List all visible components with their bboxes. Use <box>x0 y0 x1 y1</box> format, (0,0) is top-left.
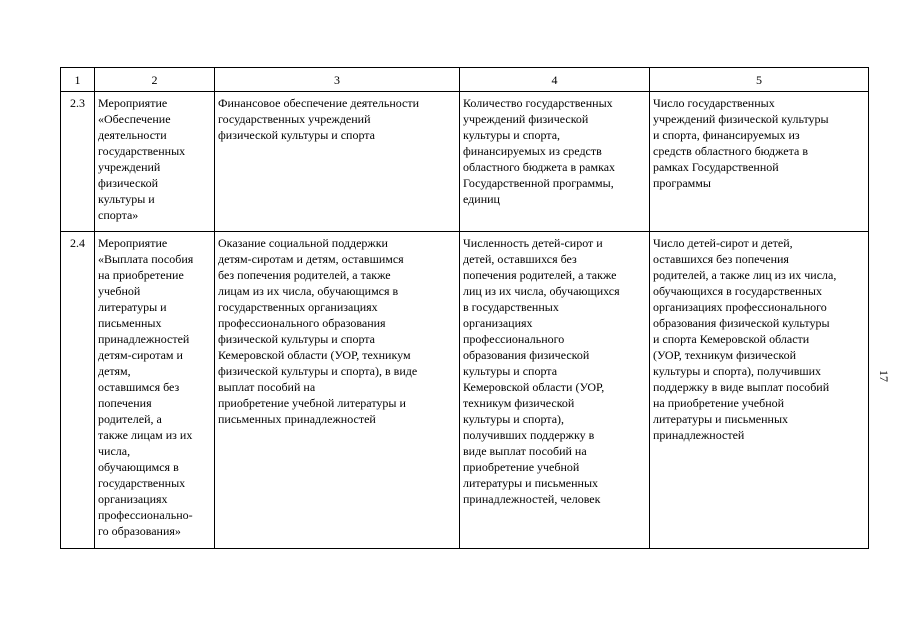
row-number: 2.4 <box>61 232 95 549</box>
measure-name: Мероприятие «Обеспечение деятельности государственных учреждений физической культуры и спорта» <box>95 92 215 232</box>
indicator-name: Численность детей-сирот и детей, оставшихся без попечения родителей, а также лиц из их числа, обучающихся в государственных организациях профессионального образования физической культуры и спорта Кемеровской области (УОР, техникум физической культуры и спорта), получивших поддержку в виде выплат пособий на приобретение учебной литературы и письменных принадлежностей, человек <box>460 232 650 549</box>
indicator-formula: Число государственных учреждений физической культуры и спорта, финансируемых из средств областного бюджета в рамках Государственной программы <box>650 92 869 232</box>
table-row <box>61 92 869 232</box>
indicator-name: Количество государственных учреждений физической культуры и спорта, финансируемых из средств областного бюджета в рамках Государственной программы, единиц <box>460 92 650 232</box>
header-cell-1: 1 <box>61 68 95 92</box>
row-number: 2.3 <box>61 92 95 232</box>
table-row <box>61 232 869 549</box>
measure-description: Финансовое обеспечение деятельности государственных учреждений физической культуры и спорта <box>215 92 460 232</box>
header-cell-2: 2 <box>95 68 215 92</box>
header-cell-5: 5 <box>650 68 869 92</box>
measure-description: Оказание социальной поддержки детям-сиротам и детям, оставшимся без попечения родителей, а также лицам из их числа, обучающимся в государственных организациях профессионального образования физической культуры и спорта Кемеровской области (УОР, техникум физической культуры и спорта), в виде выплат пособий на приобретение учебной литературы и письменных принадлежностей <box>215 232 460 549</box>
page-number: 17 <box>877 370 891 382</box>
program-table <box>60 67 869 549</box>
table-header-row <box>61 68 869 92</box>
header-cell-3: 3 <box>215 68 460 92</box>
measure-name: Мероприятие «Выплата пособия на приобретение учебной литературы и письменных принадлежностей детям-сиротам и детям, оставшимся без попечения родителей, а также лицам из их числа, обучающимся в государственных организациях профессионально- го образования» <box>95 232 215 549</box>
header-cell-4: 4 <box>460 68 650 92</box>
indicator-formula: Число детей-сирот и детей, оставшихся без попечения родителей, а также лиц из их числа, обучающихся в государственных организациях профессионального образования физической культуры и спорта Кемеровской области (УОР, техникум физической культуры и спорта), получивших поддержку в виде выплат пособий на приобретение учебной литературы и письменных принадлежностей <box>650 232 869 549</box>
